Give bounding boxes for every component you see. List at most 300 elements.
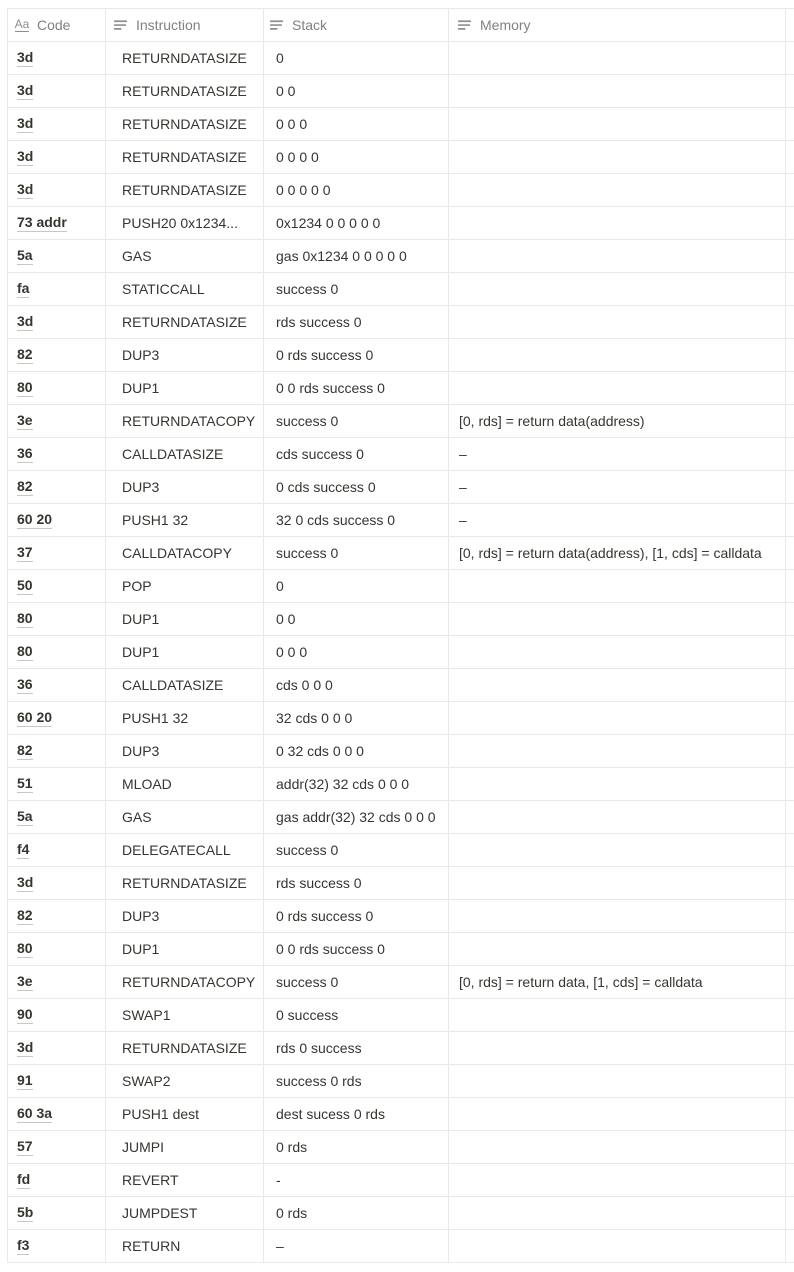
stack-cell-text: success 0 rds xyxy=(276,1073,362,1089)
memory-cell-text: [0, rds] = return data, [1, cds] = calldata xyxy=(459,974,703,990)
memory-cell[interactable] xyxy=(448,603,785,635)
code-cell-text: 5a xyxy=(17,247,33,265)
table-row xyxy=(7,1065,794,1098)
stack-cell[interactable] xyxy=(263,405,448,437)
code-cell[interactable] xyxy=(7,933,105,965)
stack-cell[interactable] xyxy=(263,339,448,371)
text-property-icon xyxy=(113,17,129,33)
memory-cell[interactable] xyxy=(448,900,785,932)
stack-cell-text: 0x1234 0 0 0 0 0 xyxy=(276,215,381,231)
memory-cell[interactable] xyxy=(448,273,785,305)
table-row xyxy=(7,999,794,1032)
code-cell-text: 36 xyxy=(17,445,33,463)
table-row xyxy=(7,768,794,801)
stack-cell-text: 0 0 xyxy=(276,611,296,627)
instruction-cell-text: GAS xyxy=(122,809,152,825)
table-row xyxy=(7,735,794,768)
table-row xyxy=(7,1197,794,1230)
code-cell[interactable] xyxy=(7,1197,105,1229)
memory-cell-text: – xyxy=(459,479,467,495)
instruction-cell[interactable] xyxy=(105,834,263,866)
code-cell-text: 91 xyxy=(17,1072,33,1090)
table-row xyxy=(7,603,794,636)
table-row xyxy=(7,1032,794,1065)
instruction-cell-text: DUP1 xyxy=(122,611,160,627)
code-cell[interactable] xyxy=(7,141,105,173)
instruction-cell-text: RETURNDATASIZE xyxy=(122,116,247,132)
stack-cell[interactable] xyxy=(263,603,448,635)
instruction-cell-text: CALLDATACOPY xyxy=(122,545,232,561)
instruction-cell-text: CALLDATASIZE xyxy=(122,677,224,693)
stack-cell[interactable] xyxy=(263,240,448,272)
memory-cell[interactable] xyxy=(448,1065,785,1097)
stack-cell-text: 0 success xyxy=(276,1007,339,1023)
code-cell-text: 60 20 xyxy=(17,511,52,529)
code-cell[interactable] xyxy=(7,405,105,437)
instruction-cell[interactable] xyxy=(105,273,263,305)
instruction-cell[interactable] xyxy=(105,306,263,338)
memory-cell[interactable] xyxy=(448,339,785,371)
stack-cell[interactable] xyxy=(263,768,448,800)
table-row xyxy=(7,240,794,273)
instruction-cell[interactable] xyxy=(105,174,263,206)
instruction-cell[interactable] xyxy=(105,636,263,668)
column-header-label: Instruction xyxy=(136,17,201,33)
memory-cell[interactable] xyxy=(448,1230,785,1262)
code-cell[interactable] xyxy=(7,108,105,140)
code-cell[interactable] xyxy=(7,735,105,767)
column-header-stack[interactable] xyxy=(263,9,448,41)
table-row xyxy=(7,1131,794,1164)
memory-cell[interactable] xyxy=(448,834,785,866)
code-cell-text: 3d xyxy=(17,181,33,199)
code-cell[interactable] xyxy=(7,174,105,206)
memory-cell[interactable] xyxy=(448,372,785,404)
instruction-cell[interactable] xyxy=(105,504,263,536)
stack-cell[interactable] xyxy=(263,933,448,965)
table-row xyxy=(7,75,794,108)
memory-cell[interactable] xyxy=(448,999,785,1031)
memory-cell[interactable] xyxy=(448,174,785,206)
stack-cell[interactable] xyxy=(263,1131,448,1163)
code-cell[interactable] xyxy=(7,1131,105,1163)
spacer-cell xyxy=(785,867,794,899)
stack-cell-text: gas addr(32) 32 cds 0 0 0 xyxy=(276,809,436,825)
code-cell[interactable] xyxy=(7,471,105,503)
memory-cell[interactable] xyxy=(448,702,785,734)
memory-cell[interactable] xyxy=(448,75,785,107)
code-cell[interactable] xyxy=(7,603,105,635)
code-cell-text: 80 xyxy=(17,643,33,661)
code-cell[interactable] xyxy=(7,240,105,272)
instruction-cell[interactable] xyxy=(105,999,263,1031)
code-cell[interactable] xyxy=(7,438,105,470)
code-cell-text: 82 xyxy=(17,742,33,760)
instruction-cell-text: MLOAD xyxy=(122,776,172,792)
instruction-cell-text: CALLDATASIZE xyxy=(122,446,224,462)
table-row xyxy=(7,141,794,174)
code-cell[interactable] xyxy=(7,1098,105,1130)
memory-cell[interactable] xyxy=(448,471,785,503)
table-row xyxy=(7,636,794,669)
instruction-cell[interactable] xyxy=(105,570,263,602)
memory-cell[interactable] xyxy=(448,207,785,239)
memory-cell[interactable] xyxy=(448,1164,785,1196)
stack-cell-text: success 0 xyxy=(276,413,339,429)
memory-cell[interactable] xyxy=(448,669,785,701)
instruction-cell[interactable] xyxy=(105,372,263,404)
spacer-cell xyxy=(785,999,794,1031)
spacer-cell xyxy=(785,933,794,965)
code-cell[interactable] xyxy=(7,42,105,74)
stack-cell-text: gas 0x1234 0 0 0 0 0 xyxy=(276,248,407,264)
stack-cell[interactable] xyxy=(263,471,448,503)
memory-cell[interactable] xyxy=(448,933,785,965)
instruction-cell-text: RETURNDATACOPY xyxy=(122,413,256,429)
text-property-icon xyxy=(269,17,285,33)
code-cell[interactable] xyxy=(7,669,105,701)
code-cell[interactable] xyxy=(7,636,105,668)
stack-cell-text: 0 0 rds success 0 xyxy=(276,380,385,396)
code-cell[interactable] xyxy=(7,306,105,338)
code-cell-text: 82 xyxy=(17,907,33,925)
code-cell-text: 50 xyxy=(17,577,33,595)
spacer-cell xyxy=(785,801,794,833)
memory-cell[interactable] xyxy=(448,570,785,602)
code-cell-text: f3 xyxy=(17,1237,29,1255)
code-cell[interactable] xyxy=(7,570,105,602)
code-cell-text: 80 xyxy=(17,940,33,958)
memory-cell[interactable] xyxy=(448,735,785,767)
instruction-cell-text: GAS xyxy=(122,248,152,264)
table-row xyxy=(7,1098,794,1131)
stack-cell-text: 0 0 0 xyxy=(276,116,308,132)
memory-cell[interactable] xyxy=(448,306,785,338)
stack-cell[interactable] xyxy=(263,438,448,470)
stack-cell[interactable] xyxy=(263,1065,448,1097)
table-row xyxy=(7,372,794,405)
instruction-cell-text: RETURNDATASIZE xyxy=(122,182,247,198)
spacer-cell xyxy=(785,42,794,74)
table-row xyxy=(7,1164,794,1197)
table-row xyxy=(7,900,794,933)
spacer-cell xyxy=(785,537,794,569)
stack-cell-text: rds success 0 xyxy=(276,314,362,330)
stack-cell[interactable] xyxy=(263,306,448,338)
spacer-cell xyxy=(785,1164,794,1196)
spacer-cell xyxy=(785,702,794,734)
instruction-cell[interactable] xyxy=(105,933,263,965)
instruction-cell[interactable] xyxy=(105,702,263,734)
code-cell-text: 80 xyxy=(17,379,33,397)
code-cell[interactable] xyxy=(7,966,105,998)
code-cell-text: 82 xyxy=(17,346,33,364)
table-row xyxy=(7,537,794,570)
stack-cell[interactable] xyxy=(263,570,448,602)
stack-cell-text: 32 cds 0 0 0 xyxy=(276,710,353,726)
code-cell-text: 3d xyxy=(17,1039,33,1057)
stack-cell[interactable] xyxy=(263,900,448,932)
instruction-cell-text: RETURNDATASIZE xyxy=(122,875,247,891)
header-spacer-cell xyxy=(785,9,794,41)
stack-cell[interactable] xyxy=(263,504,448,536)
code-cell-text: 36 xyxy=(17,676,33,694)
instruction-cell[interactable] xyxy=(105,603,263,635)
column-header-instruction[interactable] xyxy=(105,9,263,41)
instruction-cell[interactable] xyxy=(105,438,263,470)
instruction-cell[interactable] xyxy=(105,768,263,800)
instruction-cell[interactable] xyxy=(105,339,263,371)
code-cell[interactable] xyxy=(7,1032,105,1064)
memory-cell-text: – xyxy=(459,446,467,462)
memory-cell[interactable] xyxy=(448,42,785,74)
stack-cell[interactable] xyxy=(263,999,448,1031)
code-cell-text: 60 3a xyxy=(17,1105,52,1123)
table-row xyxy=(7,438,794,471)
table-row xyxy=(7,42,794,75)
instruction-cell[interactable] xyxy=(105,900,263,932)
stack-cell[interactable] xyxy=(263,372,448,404)
stack-cell[interactable] xyxy=(263,141,448,173)
code-cell-text: fa xyxy=(17,280,29,298)
memory-cell[interactable] xyxy=(448,405,785,437)
code-cell[interactable] xyxy=(7,900,105,932)
code-cell[interactable] xyxy=(7,1164,105,1196)
stack-cell-text: 0 0 0 xyxy=(276,644,308,660)
instruction-cell[interactable] xyxy=(105,240,263,272)
instruction-cell[interactable] xyxy=(105,75,263,107)
code-cell-text: 3d xyxy=(17,49,33,67)
stack-cell[interactable] xyxy=(263,75,448,107)
code-cell[interactable] xyxy=(7,504,105,536)
instruction-cell-text: SWAP1 xyxy=(122,1007,171,1023)
code-cell[interactable] xyxy=(7,867,105,899)
instruction-cell[interactable] xyxy=(105,1131,263,1163)
instruction-cell[interactable] xyxy=(105,1197,263,1229)
code-cell[interactable] xyxy=(7,372,105,404)
memory-cell[interactable] xyxy=(448,240,785,272)
code-cell-text: f4 xyxy=(17,841,29,859)
instruction-cell[interactable] xyxy=(105,207,263,239)
spacer-cell xyxy=(785,1197,794,1229)
stack-cell-text: 0 xyxy=(276,578,284,594)
stack-cell-text: – xyxy=(276,1238,284,1254)
instruction-cell-text: DUP1 xyxy=(122,941,160,957)
table-row xyxy=(7,669,794,702)
instruction-cell-text: SWAP2 xyxy=(122,1073,171,1089)
stack-cell[interactable] xyxy=(263,1032,448,1064)
spacer-cell xyxy=(785,273,794,305)
code-cell[interactable] xyxy=(7,339,105,371)
stack-cell-text: 0 0 rds success 0 xyxy=(276,941,385,957)
code-cell-text: 80 xyxy=(17,610,33,628)
code-cell-text: 3d xyxy=(17,874,33,892)
table-row xyxy=(7,966,794,999)
column-header-code[interactable] xyxy=(7,9,105,41)
stack-cell-text: addr(32) 32 cds 0 0 0 xyxy=(276,776,410,792)
stack-cell[interactable] xyxy=(263,1164,448,1196)
instruction-cell-text: RETURNDATASIZE xyxy=(122,50,247,66)
code-cell[interactable] xyxy=(7,537,105,569)
memory-cell[interactable] xyxy=(448,141,785,173)
instruction-cell[interactable] xyxy=(105,405,263,437)
memory-cell[interactable] xyxy=(448,1098,785,1130)
instruction-cell[interactable] xyxy=(105,669,263,701)
instruction-cell[interactable] xyxy=(105,1098,263,1130)
instruction-cell-text: POP xyxy=(122,578,152,594)
instruction-cell[interactable] xyxy=(105,1065,263,1097)
code-cell[interactable] xyxy=(7,702,105,734)
memory-cell-text: – xyxy=(459,512,467,528)
memory-cell[interactable] xyxy=(448,1131,785,1163)
instruction-cell-text: REVERT xyxy=(122,1172,179,1188)
stack-cell[interactable] xyxy=(263,801,448,833)
opcode-database-table xyxy=(7,8,794,1263)
code-cell[interactable] xyxy=(7,801,105,833)
spacer-cell xyxy=(785,207,794,239)
column-header-label: Code xyxy=(37,17,71,33)
table-row xyxy=(7,174,794,207)
table-row xyxy=(7,306,794,339)
instruction-cell-text: RETURNDATASIZE xyxy=(122,149,247,165)
memory-cell[interactable] xyxy=(448,867,785,899)
stack-cell-text: 0 rds xyxy=(276,1205,308,1221)
stack-cell-text: 0 rds xyxy=(276,1139,308,1155)
stack-cell[interactable] xyxy=(263,966,448,998)
stack-cell-text: 0 32 cds 0 0 0 xyxy=(276,743,364,759)
memory-cell[interactable] xyxy=(448,801,785,833)
instruction-cell[interactable] xyxy=(105,801,263,833)
memory-cell-text: [0, rds] = return data(address), [1, cds] = calldata xyxy=(459,545,762,561)
table-row xyxy=(7,471,794,504)
code-cell-text: 57 xyxy=(17,1138,33,1156)
instruction-cell-text: DELEGATECALL xyxy=(122,842,231,858)
stack-cell[interactable] xyxy=(263,174,448,206)
instruction-cell-text: DUP3 xyxy=(122,479,160,495)
stack-cell[interactable] xyxy=(263,834,448,866)
stack-cell[interactable] xyxy=(263,735,448,767)
spacer-cell xyxy=(785,900,794,932)
table-row xyxy=(7,207,794,240)
instruction-cell[interactable] xyxy=(105,1032,263,1064)
table-header-row xyxy=(7,9,794,42)
stack-cell[interactable] xyxy=(263,1098,448,1130)
spacer-cell xyxy=(785,570,794,602)
stack-cell-text: success 0 xyxy=(276,281,339,297)
instruction-cell-text: PUSH1 32 xyxy=(122,512,189,528)
table-row xyxy=(7,867,794,900)
instruction-cell[interactable] xyxy=(105,1164,263,1196)
instruction-cell-text: RETURNDATASIZE xyxy=(122,314,247,330)
stack-cell[interactable] xyxy=(263,702,448,734)
stack-cell[interactable] xyxy=(263,636,448,668)
spacer-cell xyxy=(785,735,794,767)
spacer-cell xyxy=(785,75,794,107)
column-header-memory[interactable] xyxy=(448,9,785,41)
code-cell[interactable] xyxy=(7,273,105,305)
stack-cell-text: success 0 xyxy=(276,842,339,858)
stack-cell-text: 0 rds success 0 xyxy=(276,347,374,363)
spacer-cell xyxy=(785,603,794,635)
stack-cell-text: success 0 xyxy=(276,545,339,561)
stack-cell[interactable] xyxy=(263,207,448,239)
instruction-cell-text: DUP3 xyxy=(122,347,160,363)
stack-cell[interactable] xyxy=(263,1197,448,1229)
table-row xyxy=(7,834,794,867)
code-cell[interactable] xyxy=(7,1065,105,1097)
stack-cell-text: dest sucess 0 rds xyxy=(276,1106,385,1122)
code-cell[interactable] xyxy=(7,834,105,866)
spacer-cell xyxy=(785,1098,794,1130)
spacer-cell xyxy=(785,504,794,536)
column-header-label: Memory xyxy=(480,17,531,33)
instruction-cell[interactable] xyxy=(105,966,263,998)
memory-cell[interactable] xyxy=(448,438,785,470)
table-row xyxy=(7,933,794,966)
instruction-cell-text: PUSH1 32 xyxy=(122,710,189,726)
code-cell-text: 60 20 xyxy=(17,709,52,727)
stack-cell[interactable] xyxy=(263,537,448,569)
stack-cell[interactable] xyxy=(263,273,448,305)
memory-cell[interactable] xyxy=(448,1197,785,1229)
instruction-cell[interactable] xyxy=(105,108,263,140)
memory-cell[interactable] xyxy=(448,636,785,668)
memory-cell[interactable] xyxy=(448,504,785,536)
stack-cell-text: 0 0 0 0 xyxy=(276,149,319,165)
memory-cell[interactable] xyxy=(448,1032,785,1064)
stack-cell[interactable] xyxy=(263,108,448,140)
memory-cell[interactable] xyxy=(448,966,785,998)
table-row xyxy=(7,801,794,834)
stack-cell[interactable] xyxy=(263,669,448,701)
stack-cell-text: cds 0 0 0 xyxy=(276,677,333,693)
stack-cell-text: 32 0 cds success 0 xyxy=(276,512,396,528)
instruction-cell[interactable] xyxy=(105,471,263,503)
stack-cell-text: 0 0 0 0 0 xyxy=(276,182,331,198)
instruction-cell[interactable] xyxy=(105,42,263,74)
text-property-icon xyxy=(457,17,473,33)
instruction-cell[interactable] xyxy=(105,735,263,767)
instruction-cell[interactable] xyxy=(105,867,263,899)
instruction-cell-text: PUSH1 dest xyxy=(122,1106,200,1122)
instruction-cell[interactable] xyxy=(105,537,263,569)
code-cell[interactable] xyxy=(7,768,105,800)
instruction-cell-text: STATICCALL xyxy=(122,281,205,297)
memory-cell[interactable] xyxy=(448,768,785,800)
spacer-cell xyxy=(785,240,794,272)
code-cell-text: 3d xyxy=(17,148,33,166)
spacer-cell xyxy=(785,405,794,437)
memory-cell[interactable] xyxy=(448,108,785,140)
stack-cell-text: 0 cds success 0 xyxy=(276,479,376,495)
spacer-cell xyxy=(785,1065,794,1097)
instruction-cell[interactable] xyxy=(105,141,263,173)
spacer-cell xyxy=(785,669,794,701)
stack-cell[interactable] xyxy=(263,867,448,899)
spacer-cell xyxy=(785,636,794,668)
stack-cell[interactable] xyxy=(263,1230,448,1262)
stack-cell-text: rds success 0 xyxy=(276,875,362,891)
instruction-cell-text: RETURN xyxy=(122,1238,181,1254)
stack-cell[interactable] xyxy=(263,42,448,74)
code-cell[interactable] xyxy=(7,1230,105,1262)
code-cell[interactable] xyxy=(7,207,105,239)
code-cell[interactable] xyxy=(7,75,105,107)
instruction-cell[interactable] xyxy=(105,1230,263,1262)
code-cell[interactable] xyxy=(7,999,105,1031)
instruction-cell-text: DUP1 xyxy=(122,644,160,660)
memory-cell[interactable] xyxy=(448,537,785,569)
